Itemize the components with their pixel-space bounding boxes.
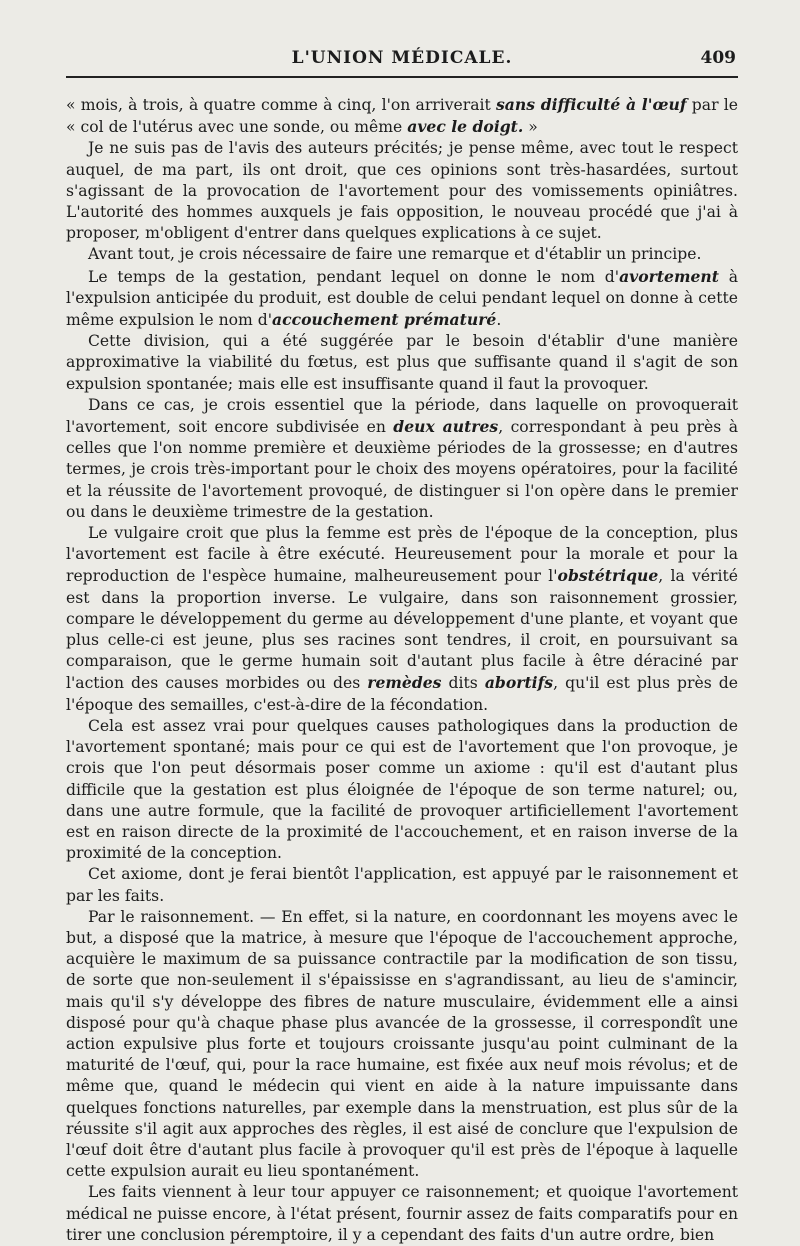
text-run: Le temps de la gestation, pendant lequel on donne le nom d': [88, 267, 620, 286]
text-run: Dans ce cas, je crois essentiel que la période, dans laquelle on provoquerait l'avortement, soit encore subdivisée en: [66, 395, 738, 437]
page-number: 409: [700, 48, 736, 68]
text-run: Le vulgaire croit que plus la femme est près de l'époque de la conception, plus l'avortement est facile à être exécuté. Heureusement pour la morale et pour la reproduction de l'espèce humaine, malheureusement pour l': [66, 524, 738, 586]
text-run: « mois, à trois, à quatre comme à cinq, l'on arriverait: [66, 96, 497, 114]
paragraph: [66, 716, 738, 864]
italic-run: obstétrique: [557, 566, 659, 586]
paragraph: [66, 244, 738, 265]
paragraph: [66, 1182, 738, 1246]
text-run: Les faits viennent à leur tour appuyer ce raisonnement; et quoique l'avortement médical ne puisse encore, à l'état présent, fournir assez de faits comparatifs pour en tirer une conclusion péremptoire, il y a cependant des faits d'un autre ordre, bien: [66, 1183, 738, 1244]
paragraph: [66, 138, 738, 244]
paragraph: [66, 266, 738, 332]
text-run: , la vérité est dans la proportion inverse. Le vulgaire, dans son raisonnement grossier, compare le développement du germe au développement d'une plante, et voyant que plus celle-ci est jeune, plus ses racines sont tendres, il croit, en poursuivant sa comparaison, que le germe humain soit d'autant plus facile à être déraciné par l'action des causes morbides ou des: [66, 567, 738, 693]
paragraph: [66, 907, 738, 1183]
paragraph: [66, 331, 738, 395]
paragraph: [66, 94, 738, 138]
italic-run: avec le doigt.: [407, 117, 524, 137]
text-run: Cet axiome, dont je ferai bientôt l'application, est appuyé par le raisonnement et par les faits.: [66, 865, 738, 905]
italic-run: abortifs: [484, 673, 554, 693]
italic-run: remèdes: [367, 673, 442, 693]
text-run: Avant tout, je crois nécessaire de faire une remarque et d'établir un principe.: [88, 245, 702, 264]
text-run: à l'expulsion anticipée du produit, est double de celui pendant lequel on donne à cette même expulsion le nom d': [66, 267, 738, 330]
text-run: »: [523, 118, 538, 137]
text-run: Cela est assez vrai pour quelques causes pathologiques dans la production de l'avortement spontané; mais pour ce qui est de l'avortement que l'on provoque, je crois que l'on peut désormais poser comme un axiome : qu'il est d'autant plus difficile que la gestation est plus éloignée de l'époque de son terme naturel; ou, dans une autre formule, que la facilité de provoquer artificiellement l'avortement est en raison directe de la proximité de l'accouchement, et en raison inverse de la proximité de la conception.: [66, 716, 738, 863]
text-run: Cette division, qui a été suggérée par le besoin d'établir d'une manière approximative la viabilité du fœtus, est plus que suffisante quand il s'agit de son expulsion spontanée; mais elle est insuffisante quand il faut la provoquer.: [66, 332, 738, 393]
article-body: [66, 94, 738, 1246]
italic-run: avortement: [619, 266, 719, 286]
page-header: [66, 48, 738, 78]
italic-run: accouchement prématuré: [272, 310, 497, 330]
paragraph: [66, 523, 738, 716]
text-run: .: [496, 311, 502, 330]
italic-run: deux autres: [393, 417, 499, 437]
text-run: Par le raisonnement. — En effet, si la nature, en coordonnant les moyens avec le but, a disposé que la matrice, à mesure que l'époque de l'accouchement approche, acquière le maximum de sa puissance contractile par la modification de son tissu, de sorte que non-seulement il s'épaississe en s'agrandissant, au lieu de s'amincir, mais qu'il s'y développe des fibres de nature musculaire, évidemment elle a ainsi disposé pour qu'à chaque phase plus avancée de la grossesse, il correspondît une action expulsive plus forte et toujours croissante jusqu'au point culminant de la maturité de l'œuf, qui, pour la race humaine, est fixée aux neuf mois révolus; et de même que, quand le médecin qui vient en aide à la nature impuissante dans quelques fonctions naturelles, par exemple dans la menstruation, est plus sûr de la réussite s'il agit aux approches des règles, il est aisé de conclure que l'expulsion de l'œuf doit être d'autant plus facile à provoquer qu'il est près de l'époque à laquelle cette expulsion aurait eu lieu spontanément.: [66, 907, 738, 1181]
text-run: , correspondant à peu près à celles que l'on nomme première et deuxième périodes de la grossesse; en d'autres termes, je crois très-important pour le choix des moyens opératoires, pour la facilité et la réussite de l'avortement provoqué, de distinguer si l'on opère dans le premier ou dans le deuxième trimestre de la gestation.: [66, 418, 738, 521]
text-run: dits: [441, 674, 485, 693]
paragraph: [66, 395, 738, 523]
text-run: , qu'il est plus près de l'époque des semailles, c'est-à-dire de la fécondation.: [66, 674, 738, 714]
text-run: par le « col de l'utérus avec une sonde, ou même: [66, 96, 738, 137]
running-title: L'UNION MÉDICALE.: [291, 48, 513, 68]
italic-run: sans difficulté à l'œuf: [496, 95, 687, 114]
paragraph: [66, 864, 738, 906]
text-run: Je ne suis pas de l'avis des auteurs précités; je pense même, avec tout le respect auquel, de ma part, ils ont droit, que ces opinions sont très-hasardées, surtout s'agissant de la provocation de l'avortement pour des vomissements opiniâtres. L'autorité des hommes auxquels je fais opposition, le nouveau procédé que j'ai à proposer, m'obligent d'entrer dans quelques explications à ce sujet.: [66, 139, 738, 243]
